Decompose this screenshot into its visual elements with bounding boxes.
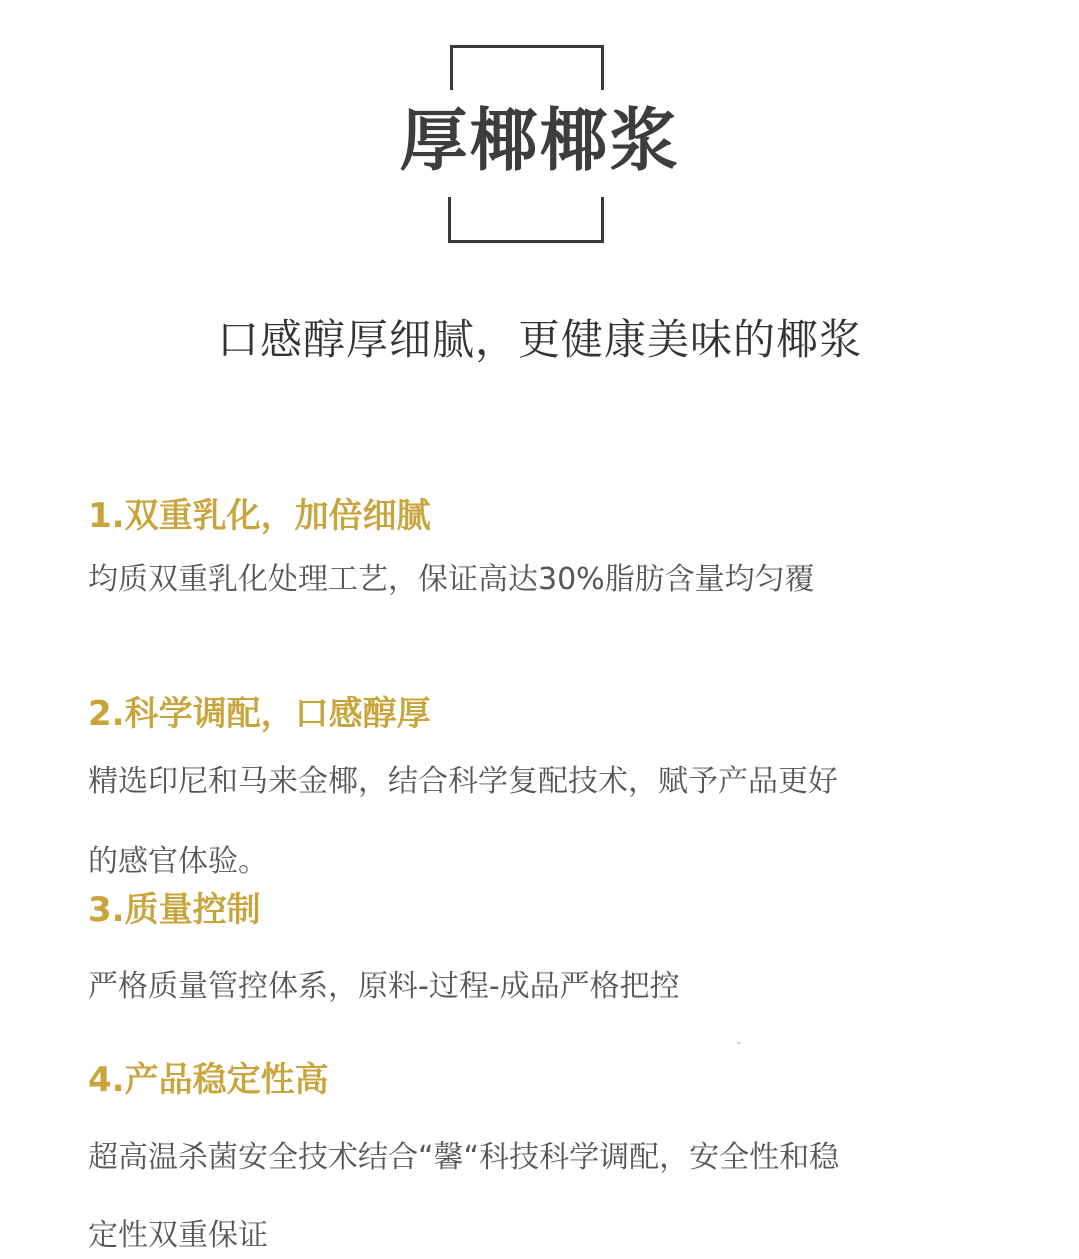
- title-frame-top: [450, 45, 604, 90]
- page-subtitle: 口感醇厚细腻，更健康美味的椰浆: [216, 315, 862, 364]
- feature-text-2-line-2: 的感官体验。: [88, 844, 268, 879]
- feature-text-4-line-2: 定性双重保证: [88, 1218, 268, 1253]
- feature-text-4-line-1: 超高温杀菌安全技术结合“馨“科技科学调配，安全性和稳: [88, 1140, 840, 1175]
- feature-heading-1: 1.双重乳化，加倍细腻: [88, 496, 431, 536]
- feature-text-2-line-1: 精选印尼和马来金椰，结合科学复配技术，赋予产品更好: [88, 764, 838, 799]
- feature-text-3-line-1: 严格质量管控体系，原料-过程-成品严格把控: [88, 969, 680, 1004]
- title-frame-bottom: [448, 197, 604, 243]
- feature-heading-2: 2.科学调配，口感醇厚: [88, 694, 431, 734]
- stray-dot: [737, 1042, 741, 1044]
- feature-text-1-line-1: 均质双重乳化处理工艺，保证高达30%脂肪含量均匀覆: [88, 562, 815, 597]
- feature-heading-4: 4.产品稳定性高: [88, 1060, 329, 1100]
- feature-heading-3: 3.质量控制: [88, 890, 261, 930]
- page-title: 厚椰椰浆: [399, 102, 680, 181]
